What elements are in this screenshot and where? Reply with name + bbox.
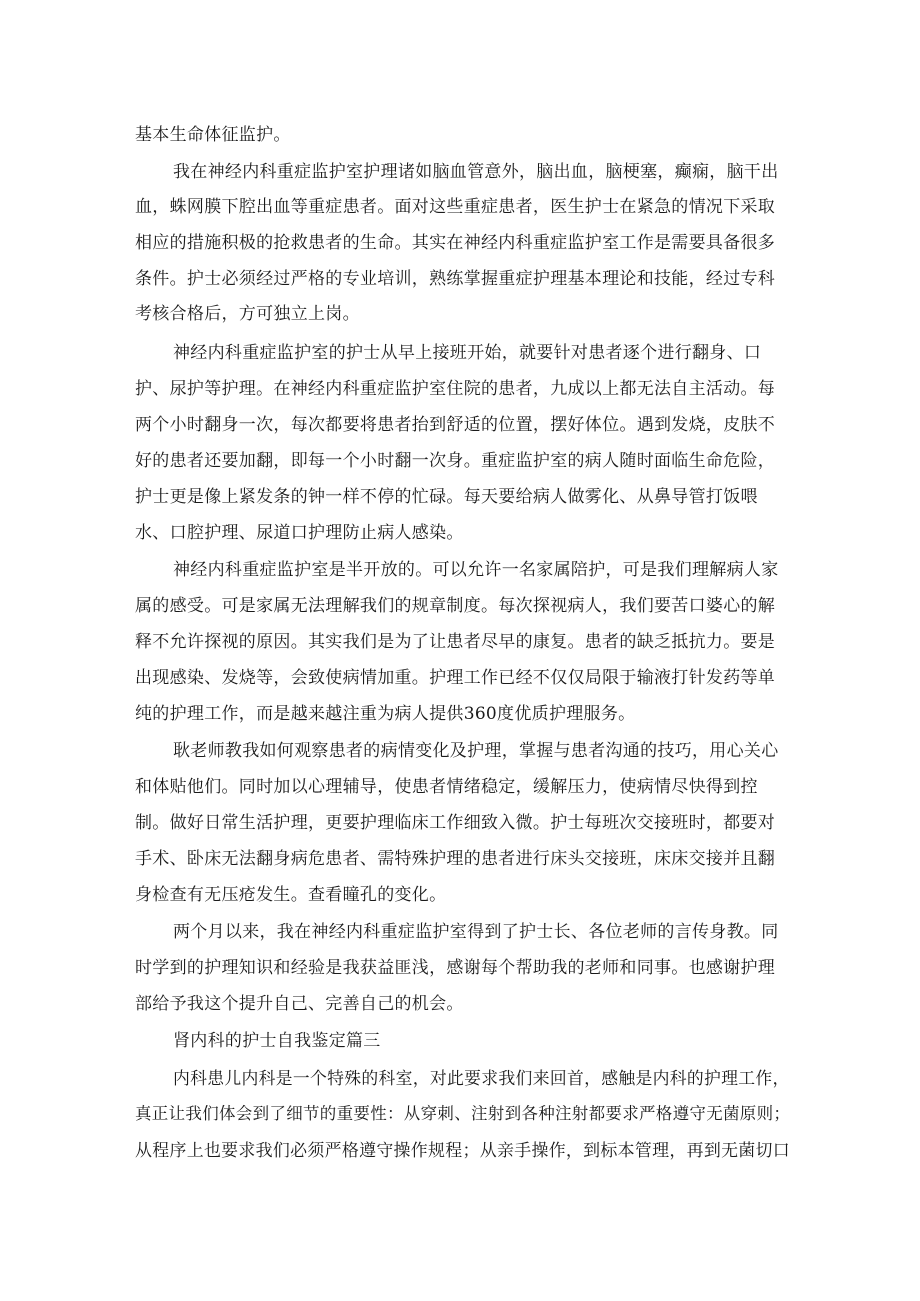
text-line: 身检查有无压疮发生。查看瞳孔的变化。	[135, 885, 447, 905]
text-line: 真正让我们体会到了细节的重要性：从穿刺、注射到各种注射都要求严格遵守无菌原则；	[135, 1104, 791, 1123]
text-line: 内科患儿内科是一个特殊的科室，对此要求我们来回首，感触是内科的护理工作，	[173, 1068, 790, 1088]
text-line: 条件。护士必须经过严格的专业培训，熟练掌握重症护理基本理论和技能，经过专科	[135, 269, 776, 289]
text-line: 和体贴他们。同时加以心理辅导，使患者情绪稳定，缓解压力，使病情尽快得到控	[135, 777, 758, 797]
text-line: 相应的措施积极的抢救患者的生命。其实在神经内科重症监护室工作是需要具备很多	[135, 233, 776, 253]
text-line: 释不允许探视的原因。其实我们是为了让患者尽早的康复。患者的缺乏抵抗力。要是	[135, 632, 776, 652]
text-line: 神经内科重症监护室是半开放的。可以允许一名家属陪护，可是我们理解病人家	[173, 560, 779, 580]
text-line: 我在神经内科重症监护室护理诸如脑血管意外，脑出血，脑梗塞，癫痫，脑干出	[173, 162, 779, 182]
text-line: 血，蛛网膜下腔出血等重症患者。面对这些重症患者，医生护士在紧急的情况下采取	[135, 197, 776, 217]
text-line: 基本生命体征监护。	[135, 125, 291, 145]
text-line: 两个月以来，我在神经内科重症监护室得到了护士长、各位老师的言传身教。同	[173, 922, 779, 942]
text-line: 护、尿护等护理。在神经内科重症监护室住院的患者，九成以上都无法自主活动。每	[135, 379, 776, 399]
text-line: 从程序上也要求我们必须严格遵守操作规程；从亲手操作，到标本管理，再到无菌切口	[135, 1140, 791, 1160]
text-line: 水、口腔护理、尿道口护理防止病人感染。	[135, 523, 464, 543]
text-line: 时学到的护理知识和经验是我获益匪浅，感谢每个帮助我的老师和同事。也感谢护理	[135, 958, 776, 978]
text-line: 护士更是像上紧发条的钟一样不停的忙碌。每天要给病人做雾化、从鼻导管打饭喂	[135, 487, 758, 507]
text-line: 属的感受。可是家属无法理解我们的规章制度。每次探视病人，我们要苦口婆心的解	[135, 596, 776, 616]
text-line: 两个小时翻身一次，每次都要将患者抬到舒适的位置，摆好体位。遇到发烧，皮肤不	[135, 415, 776, 435]
text-line: 耿老师教我如何观察患者的病情变化及护理，掌握与患者沟通的技巧，用心关心	[173, 741, 779, 761]
text-line: 制。做好日常生活护理，更要护理临床工作细致入微。护士每班次交接班时，都要对	[135, 813, 776, 833]
text-line: 纯的护理工作，而是越来越注重为病人提供360度优质护理服务。	[135, 704, 636, 724]
text-line: 考核合格后，方可独立上岗。	[135, 304, 360, 324]
text-line: 部给予我这个提升自己、完善自己的机会。	[135, 994, 464, 1014]
text-line: 手术、卧床无法翻身病危患者、需特殊护理的患者进行床头交接班，床床交接并且翻	[135, 849, 776, 869]
text-line: 出现感染、发烧等，会致使病情加重。护理工作已经不仅仅局限于输液打针发药等单	[135, 668, 776, 688]
section-heading: 肾内科的护士自我鉴定篇三	[173, 1031, 381, 1051]
text-line: 好的患者还要加翻，即每一个小时翻一次身。重症监护室的病人随时面临生命危险，	[135, 451, 776, 471]
text-line: 神经内科重症监护室的护士从早上接班开始，就要针对患者逐个进行翻身、口	[173, 343, 762, 363]
